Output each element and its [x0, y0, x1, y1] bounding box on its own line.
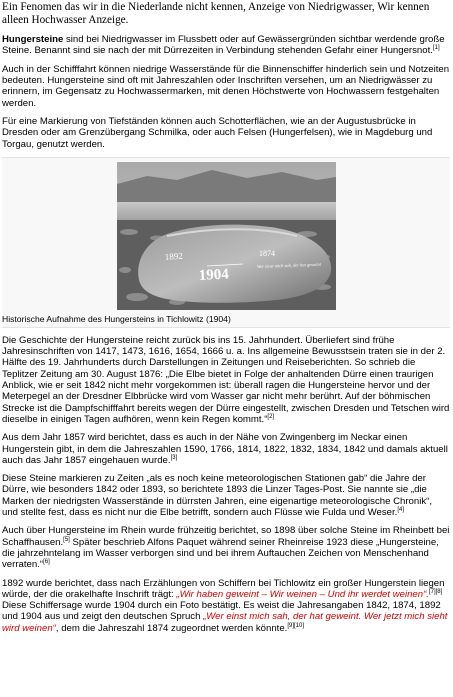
article	[0, 1, 453, 634]
footnote-ref[interactable]: [2]	[267, 413, 275, 420]
paragraph-history: Die Geschichte der Hungersteine reicht zurück bis ins 15. Jahrhundert. Überliefert sind frühe Jahresinschriften von 1417, 1473, 1616, 1654, 1666 u. a. Ins allgemeine Bewusstsein traten sie in der 2. Hälfte des 19. Jahrhunderts durch Darstellungen in Zeitungen und Reiseberichten. So schrieb die Teplitzer Zeitung am 30. August 1876: „Die Elbe bietet in Folge der anhaltenden Dürre einen traurigen Anblick, wie er seit 1842 nicht mehr vorgekommen ist: überall ragen die Hungersteine hervor und der Meterpegel an der Dresdner Elbbrücke wird vom Wasser gar nicht mehr berührt. Auf der böhmischen Strecke ist die Dampfschifffahrt bereits wegen der Dürre eingestellt, zwischen Dresden und Tetschen wird dieselbe in einigen Tagen aufhören, wenn kein Regen kommt.“[2]	[2, 334, 450, 425]
stone-year-1892: 1892	[163, 250, 183, 262]
footnote-ref[interactable]: [9][10]	[287, 622, 305, 629]
footnote-ref[interactable]: [7][8]	[428, 588, 443, 595]
hungerstein-photo[interactable]	[117, 162, 336, 310]
intro-note: Ein Fenomen das wir in die Niederlande nicht kennen, Anzeige von Niedrigwasser, Wir kennen alleen Hochwasser Anzeige.	[2, 1, 430, 26]
paragraph-definition: Hungersteine sind bei Niedrigwasser im Flussbett oder auf Gewässergründen sichtbar werdende große Steine. Benannt sind sie nach der mit Dürrezeiten in Verbindung stehenden Gefahr einer Hungersnot.[1]	[2, 34, 445, 57]
figure-hungerstein	[2, 157, 450, 328]
paragraph-rhein: Auch über Hungersteine im Rhein wurde frühzeitig berichtet, so 1898 über solche Steine im Rheinbett bei Schaffhausen.[5] Später beschrieb Alfons Paquet während seiner Rheinreise 1923 diese „Hungersteine, die jahrzehntelang im Wasser verborgen sind und bei ihrem Auftauchen Zeichen von Menschenhand verraten.“[6]	[2, 525, 450, 571]
footnote-ref[interactable]: [6]	[43, 559, 50, 566]
paragraph-tichlowitz: 1892 wurde berichtet, dass nach Erzählungen von Schiffern bei Tichlowitz ein großer Hungerstein liegen würde, der die orakelhafte Inschrift trägt: „Wir haben geweint – Wir weinen – Und ihr werdet weinen“.[7][8] Diese Schiffersage wurde 1904 durch ein Foto bestätigt. Es weist die Jahresangaben 1842, 1874, 1892 und 1904 aus und zeigt den deutschen Spruch „Wer einst mich sah, der hat geweint. Wer jetzt mich sieht wird weinen“, dem die Jahreszahl 1874 zugeordnet werden könnte.[9][10]	[2, 577, 448, 634]
quote-wer-einst-mich-sah: „Wer einst mich sah, der hat geweint. Wer jetzt mich sieht wird weinen“	[2, 611, 448, 634]
footnote-ref[interactable]: [3]	[170, 454, 178, 461]
stone-year-1874: 1874	[258, 248, 275, 258]
paragraph-markings: Für eine Markierung von Tiefständen können auch Schotterflächen, wie an der Augustusbrücke in Dresden oder am Grenzübergang Schmilka, oder auch Felsen (Hungerfelsen), wie in Magdeburg und Torgau, genutzt werden.	[2, 115, 433, 150]
footnote-ref[interactable]: [1]	[432, 45, 440, 52]
stone-inscription: Wer einst mich sah, der hat geweint	[256, 261, 321, 269]
footnote-ref[interactable]: [4]	[397, 506, 405, 513]
paragraph-meteorology: Diese Steine markieren zu Zeiten „als es noch keine meteorologischen Stationen gab“ die Jahre der Dürre, wie besonders 1842 oder 1893, so berichtete 1893 die Linzer Tages-Post. Sie nannte sie „die Marken der niedrigsten Wasserstände in dürrsten Jahren, eine eigenartige meteorologische Chronik“, und stellte fest, dass es nicht nur die Elbe betrifft, sondern auch Flüsse wie Fulda und Weser.[4]	[2, 473, 432, 519]
paragraph-shipping: Auch in der Schifffahrt können niedrige Wasserstände für die Binnenschiffer hinderlich sein und Notzeiten bedeuten. Hungersteine sind oft mit Jahreszahlen oder Inschriften versehen, um an Niedrigwässer zu erinnern, im Gegensatz zu Hochwassermarken, mit denen Höchstwerte von Hochwassern festgehalten werden.	[2, 63, 450, 109]
stone-year-1904: 1904	[197, 266, 229, 284]
figure-caption: Historische Aufnahme des Hungersteins in Tichlowitz (1904)	[2, 313, 231, 324]
term-hungersteine: Hungersteine	[2, 34, 64, 46]
footnote-ref[interactable]: [5]	[63, 536, 70, 543]
quote-wir-haben-geweint: „Wir haben geweint – Wir weinen – Und ihr werdet weinen“.	[176, 588, 429, 600]
paragraph-neckar: Aus dem Jahr 1857 wird berichtet, dass es auch in der Nähe von Zwingenberg im Neckar einen Hungerstein gibt, in dem die Jahreszahlen 1590, 1766, 1814, 1822, 1832, 1834, 1842 und damals aktuell auch das Jahr 1857 eingehauen wurde.[3]	[2, 432, 448, 466]
